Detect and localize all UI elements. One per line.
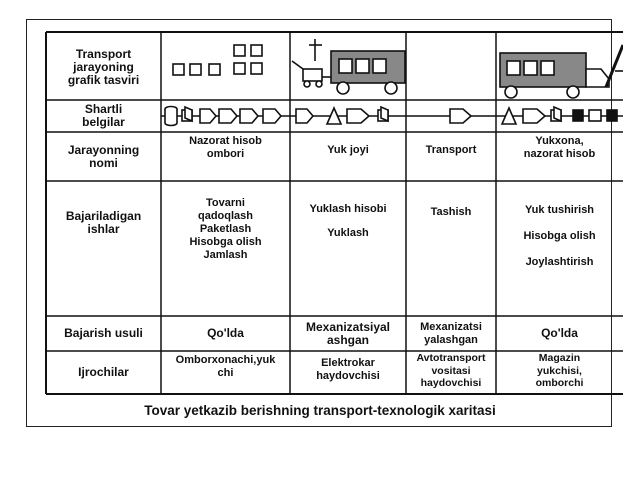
method-cell: Qo'lda [541,326,578,340]
work-item: Yuk tushirish [524,204,595,216]
works-cell [406,181,496,316]
process-name: Yuk joyi [327,144,369,156]
document-caption: Tovar yetkazib berishning transport-texnologik xaritasi [144,403,496,418]
process-name: Nazorat hisob ombori [189,135,262,160]
row-header-process-name: Jarayonning nomi [67,142,140,170]
forklift-trailer-icon [292,39,405,94]
row-header-symbols: Shartli belgilar [82,102,125,129]
work-item: Yuklash hisobi [309,203,387,215]
work-item: Jamlash [203,249,248,261]
truck-with-crane-icon [500,45,623,98]
performer-cell: Elektrokar haydovchisi [316,357,380,382]
stacked-boxes-icon [173,45,262,75]
works-cell [161,181,290,316]
row-header-performers: Ijrochilar [78,365,129,379]
method-cell: Mexanizatsi yalashgan [420,320,482,346]
row-header-works: Bajariladigan ishlar [65,209,142,236]
transport-technology-map [41,31,623,397]
method-cell: Mexanizatsiyal ashgan [305,319,391,347]
document-frame [26,19,612,427]
performer-cell: Omborxonachi,yuk chi [175,354,276,379]
work-item: qadoqlash [197,210,253,222]
work-item: Joylashtirish [525,256,594,268]
work-item: Tovarni [206,197,245,209]
performer-cell: Magazin yukchisi, omborchi [535,352,584,389]
method-cell: Qo'lda [207,326,244,340]
row-header-method: Bajarish usuli [64,326,143,340]
work-item: Tashish [430,206,472,218]
row-header-graphic: Transport jarayoning grafik tasviri [67,46,140,87]
work-item: Hisobga olish [523,230,596,242]
work-item: Paketlash [199,223,252,235]
works-cell [496,181,623,316]
flowchart-symbols-icon [161,107,623,126]
work-item: Hisobga olish [189,236,262,248]
work-item: Yuklash [327,227,369,239]
process-name: Transport [425,144,477,156]
performer-cell: Avtotransport vositasi haydovchisi [416,352,486,389]
process-name: Yukxona, nazorat hisob [523,135,596,160]
works-cell [290,181,406,316]
